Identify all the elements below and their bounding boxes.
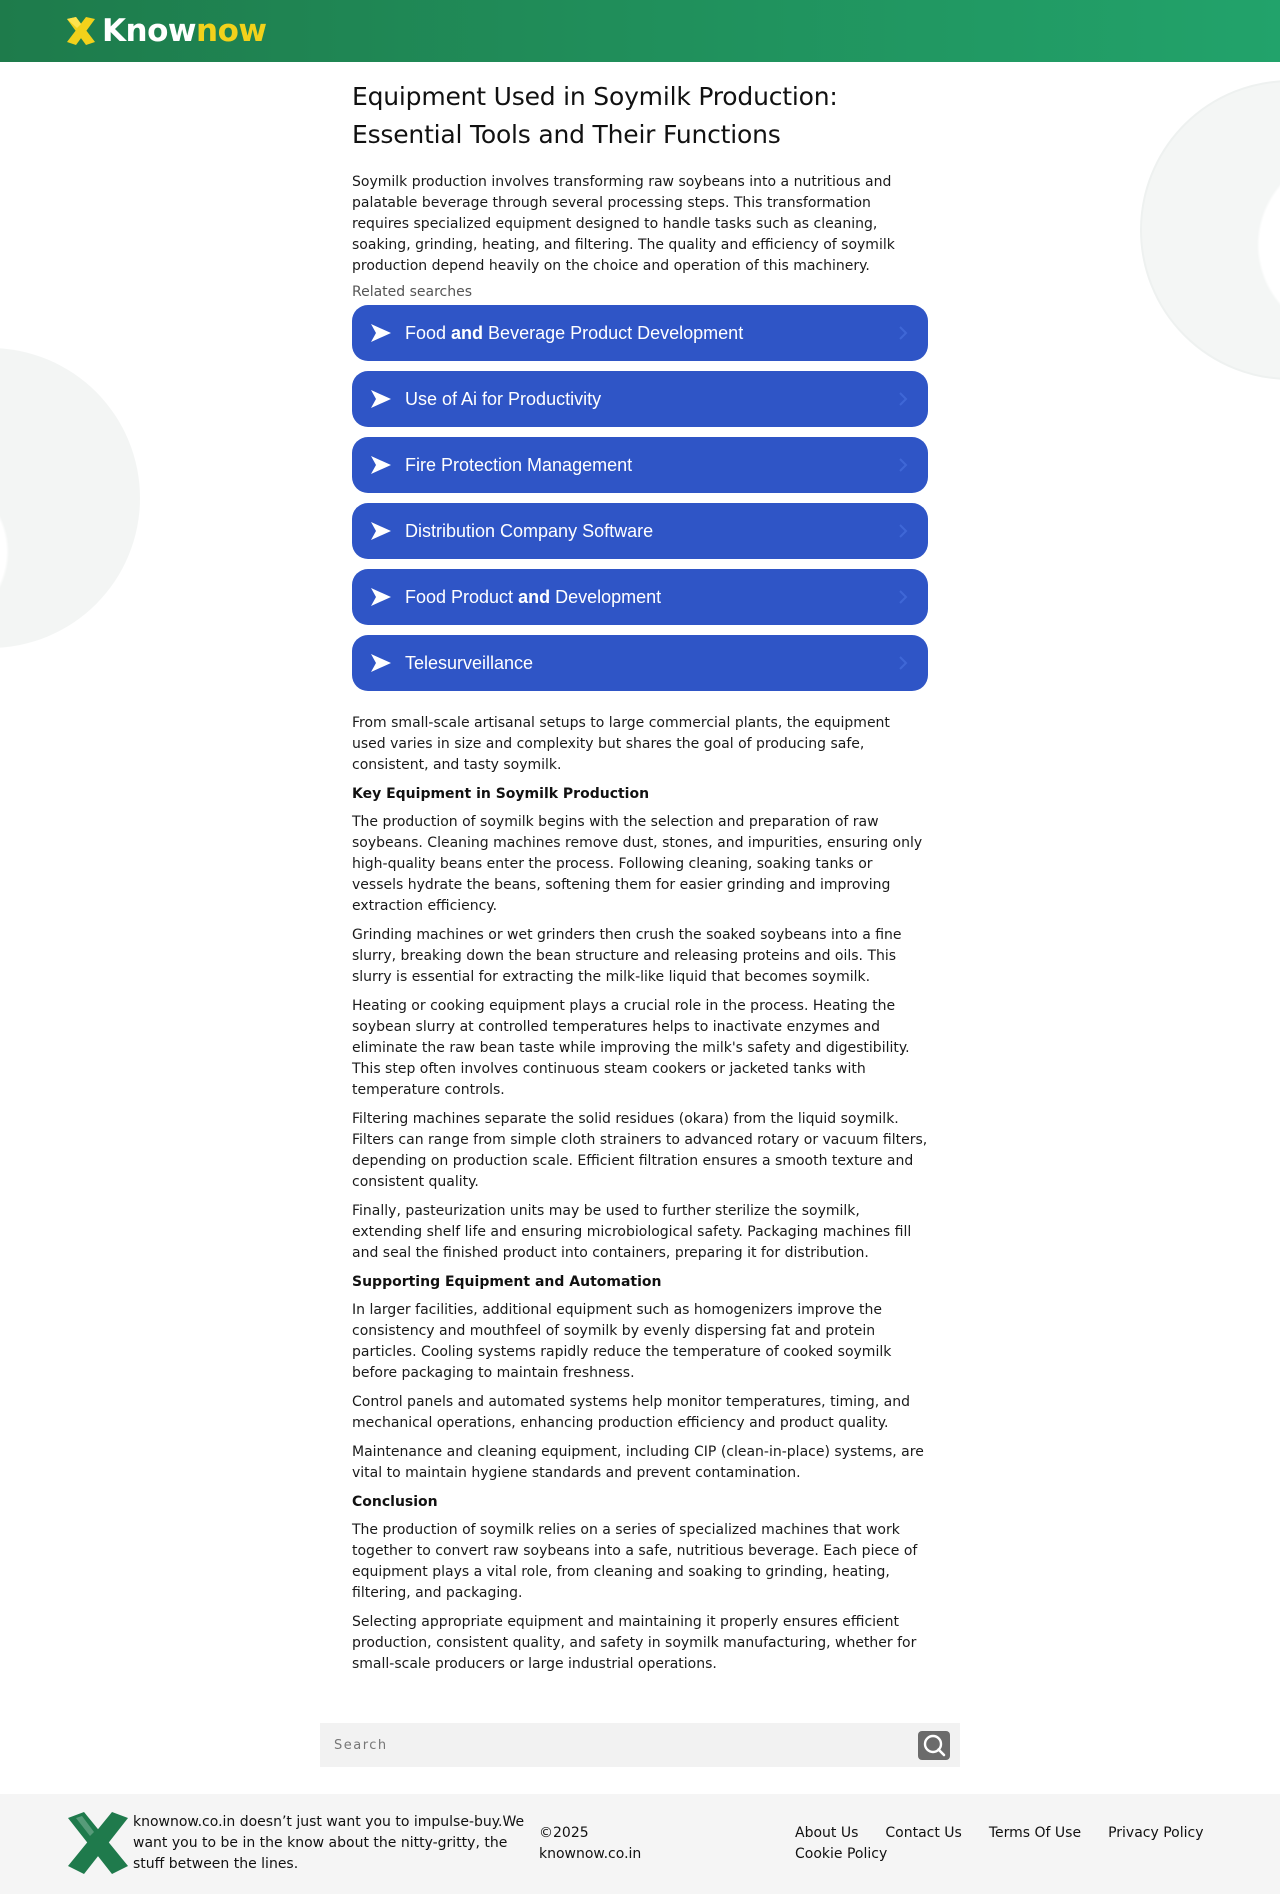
arrow-right-icon	[369, 321, 393, 345]
related-text: Food Product	[405, 586, 519, 607]
search-input[interactable]	[320, 1723, 910, 1767]
article	[352, 78, 928, 1675]
chevron-right-icon	[896, 325, 910, 341]
footer-logo-icon[interactable]	[64, 1808, 132, 1878]
related-searches-label: Related searches	[352, 284, 473, 300]
chevron-right-icon	[896, 523, 910, 539]
related-search-label	[405, 521, 653, 542]
site-footer	[0, 1794, 1280, 1894]
related-search-item[interactable]	[352, 305, 928, 361]
footer-copyright	[539, 1823, 641, 1865]
footer-link-contact-us[interactable]: Contact Us	[885, 1825, 962, 1841]
decorative-circle-right	[1140, 80, 1280, 380]
body-paragraph: From small-scale artisanal setups to large commercial plants, the equipment used varies in size and complexity but shares the goal of producing safe, consistent, and tasty soymilk.	[352, 715, 890, 773]
chevron-right-icon	[896, 589, 910, 605]
arrow-right-icon	[369, 519, 393, 543]
related-search-item[interactable]	[352, 503, 928, 559]
related-search-label	[405, 455, 632, 476]
body-paragraph: Grinding machines or wet grinders then crush the soaked soybeans into a fine slurry, breaking down the bean structure and releasing proteins and oils. This slurry is essential for extracting the milk-like liquid that becomes soymilk.	[352, 927, 902, 985]
related-search-item[interactable]	[352, 635, 928, 691]
related-text: Development	[550, 586, 662, 607]
logo-know-text: Know	[102, 13, 197, 49]
page-title	[352, 78, 928, 154]
body-paragraph: Heating or cooking equipment plays a crucial role in the process. Heating the soybean slurry at controlled temperatures helps to inactivate enzymes and eliminate the raw bean taste while improving the milk's safety and digestibility. This step often involves continuous steam cookers or jacketed tanks with temperature controls.	[352, 998, 910, 1098]
logo-wordmark	[102, 13, 267, 49]
section-heading: Key Equipment in Soymilk Production	[352, 786, 650, 802]
related-search-item[interactable]	[352, 371, 928, 427]
search-icon	[918, 1731, 950, 1760]
related-text: Telesurveillance	[405, 652, 534, 673]
arrow-right-icon	[369, 651, 393, 675]
related-search-label	[405, 653, 533, 674]
footer-link-privacy-policy[interactable]: Privacy Policy	[1108, 1825, 1204, 1841]
site-header	[0, 0, 1280, 62]
section-heading: Supporting Equipment and Automation	[352, 1274, 662, 1290]
copyright-year: ©2025	[539, 1825, 589, 1841]
chevron-right-icon	[896, 457, 910, 473]
related-text: Use of Ai for Productivity	[405, 388, 602, 409]
search-button[interactable]	[918, 1731, 950, 1760]
body-paragraph: In larger facilities, additional equipment such as homogenizers improve the consistency and mouthfeel of soymilk by evenly dispersing fat and protein particles. Cooling systems rapidly reduce the temperature of cooked soymilk before packaging to maintain freshness.	[352, 1302, 892, 1381]
arrow-right-icon	[369, 387, 393, 411]
body-paragraph: Finally, pasteurization units may be used to further sterilize the soymilk, extending shelf life and ensuring microbiological safety. Packaging machines fill and seal the finished product into containers, preparing it for distribution.	[352, 1203, 912, 1261]
decorative-circle-left	[0, 348, 140, 648]
related-search-item[interactable]	[352, 569, 928, 625]
related-search-label	[405, 587, 661, 608]
arrow-right-icon	[369, 453, 393, 477]
logo-now-text: now	[196, 13, 267, 49]
search-bar	[320, 1723, 960, 1767]
title-line-2: Essential Tools and Their Functions	[352, 120, 781, 149]
related-text: Food	[405, 322, 452, 343]
body-paragraph: Control panels and automated systems help monitor temperatures, timing, and mechanical operations, enhancing production efficiency and product quality.	[352, 1394, 910, 1431]
intro-paragraph: Soymilk production involves transforming raw soybeans into a nutritious and palatable beverage through several processing steps. This transformation requires specialized equipment designed to handle tasks such as cleaning, soaking, grinding, heating, and filtering. The quality and efficiency of soymilk production depend heavily on the choice and operation of this machinery.	[352, 174, 895, 274]
footer-link-cookie-policy[interactable]: Cookie Policy	[795, 1846, 888, 1862]
section-heading: Conclusion	[352, 1494, 438, 1510]
body-paragraph: The production of soymilk relies on a series of specialized machines that work together to convert raw soybeans into a safe, nutritious beverage. Each piece of equipment plays a vital role, from cleaning and soaking to grinding, heating, filtering, and packaging.	[352, 1522, 918, 1601]
related-searches-list	[352, 305, 928, 691]
related-text: Distribution Company Software	[405, 520, 654, 541]
logo-x-icon	[64, 14, 98, 48]
arrow-right-icon	[369, 585, 393, 609]
body-paragraph: Selecting appropriate equipment and maintaining it properly ensures efficient production, consistent quality, and safety in soymilk manufacturing, whether for small-scale producers or large industrial operations.	[352, 1614, 917, 1672]
footer-link-terms-of-use[interactable]: Terms Of Use	[988, 1825, 1082, 1841]
title-line-1: Equipment Used in Soymilk Production:	[352, 82, 838, 111]
footer-links	[795, 1823, 1235, 1865]
body-paragraph: Maintenance and cleaning equipment, including CIP (clean-in-place) systems, are vital to maintain hygiene standards and prevent contamination.	[352, 1444, 924, 1481]
related-text: Beverage Product Development	[483, 322, 744, 343]
chevron-right-icon	[896, 391, 910, 407]
related-text: Fire Protection Management	[405, 454, 633, 475]
footer-link-about-us[interactable]: About Us	[795, 1825, 859, 1841]
site-logo[interactable]	[64, 12, 267, 50]
related-search-label	[405, 323, 743, 344]
body-paragraph: The production of soymilk begins with the selection and preparation of raw soybeans. Cleaning machines remove dust, stones, and impurities, ensuring only high-quality beans enter the process. Following cleaning, soaking tanks or vessels hydrate the beans, softening them for easier grinding and improving extraction efficiency.	[352, 814, 923, 914]
body-paragraph: Filtering machines separate the solid residues (okara) from the liquid soymilk. Filters can range from simple cloth strainers to advanced rotary or vacuum filters, depending on production scale. Efficient filtration ensures a smooth texture and consistent quality.	[352, 1111, 928, 1190]
related-search-label	[405, 389, 601, 410]
related-text-bold: and	[518, 586, 551, 607]
chevron-right-icon	[896, 655, 910, 671]
related-text-bold: and	[451, 322, 484, 343]
copyright-site: knownow.co.in	[539, 1846, 642, 1862]
related-search-item[interactable]	[352, 437, 928, 493]
footer-tagline: knownow.co.in doesn’t just want you to impulse-buy.We want you to be in the know about the nitty-gritty, the stuff between the lines.	[133, 1814, 525, 1872]
